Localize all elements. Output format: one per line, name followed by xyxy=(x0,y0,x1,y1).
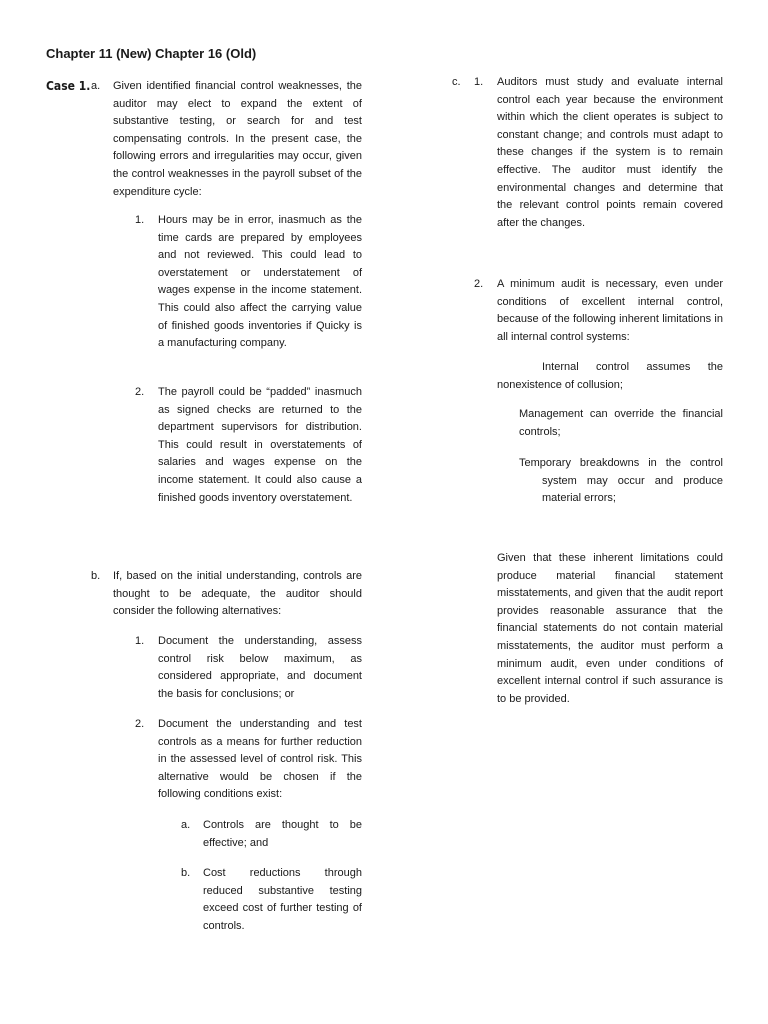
part-b-subitem-b-text: Cost reductions through reduced substantive testing exceed cost of further testing of controls. xyxy=(203,867,362,932)
part-b-label: b. xyxy=(91,570,101,582)
part-a-item-2-label: 2. xyxy=(135,386,145,398)
case-label: Case 1. xyxy=(46,79,91,93)
part-c-item-2-text: A minimum audit is necessary, even under conditions of excellent internal control, because of the following inherent limitations in all internal control systems: xyxy=(497,278,723,343)
part-c-item-2-label: 2. xyxy=(474,278,484,290)
part-b-subitem-a-text: Controls are thought to be effective; and xyxy=(203,819,362,849)
part-c-item-1-label: 1. xyxy=(474,76,484,88)
part-a-item-1-label: 1. xyxy=(135,214,145,226)
limitation-collusion: Internal control assumes the nonexistence of collusion; xyxy=(497,361,723,391)
limitation-breakdowns: Temporary breakdowns in the control system may occur and produce material errors; xyxy=(519,457,723,505)
part-b-item-1-label: 1. xyxy=(135,635,145,647)
part-a-text: Given identified financial control weaknesses, the auditor may elect to expand the extent of substantive testing, or search for and test compensating controls. In the present case, the following errors and irregularities may occur, given the control weaknesses in the payroll subset of the expenditure cycle: xyxy=(113,80,362,198)
part-a-label: a. xyxy=(91,80,101,92)
part-c-label: c. xyxy=(452,76,461,88)
part-b-subitem-b-label: b. xyxy=(181,867,191,879)
part-a-item-1-text: Hours may be in error, inasmuch as the time cards are prepared by employees and not reviewed. This could lead to overstatement or understatement of wages expense in the income statement. This could also affect the carrying value of finished goods inventories if Quicky is a manufacturing company. xyxy=(158,214,362,350)
part-a-item-2-text: The payroll could be “padded” inasmuch as signed checks are returned to the department supervisors for distribution. This could result in overstatements of salaries and wages expense on the income statement. It could also cause a finished goods inventory overstatement. xyxy=(158,386,362,504)
page-title: Chapter 11 (New) Chapter 16 (Old) xyxy=(46,46,257,61)
part-b-item-1-text: Document the understanding, assess control risk below maximum, as considered appropriate, and document the basis for conclusions; or xyxy=(158,635,362,700)
part-b-item-2-text: Document the understanding and test controls as a means for further reduction in the assessed level of control risk. This alternative would be chosen if the following conditions exist: xyxy=(158,718,362,801)
part-b-item-2-label: 2. xyxy=(135,718,145,730)
limitation-override: Management can override the financial controls; xyxy=(519,408,723,438)
part-c-conclusion: Given that these inherent limitations could produce material financial statement misstatements, and given that the audit report provides reasonable assurance that the financial statements do not contain material misstatements, the auditor must perform a minimum audit, even under conditions of excellent internal control if such assurance is to be provided. xyxy=(497,552,723,705)
part-b-text: If, based on the initial understanding, controls are thought to be adequate, the auditor should consider the following alternatives: xyxy=(113,570,362,618)
part-c-item-1-text: Auditors must study and evaluate internal control each year because the environment within which the client operates is subject to constant change; and controls must adapt to these changes if the system is to remain effective. The auditor must identify the environmental changes and determine that the relevant control points remain covered after the changes. xyxy=(497,76,723,229)
part-b-subitem-a-label: a. xyxy=(181,819,191,831)
